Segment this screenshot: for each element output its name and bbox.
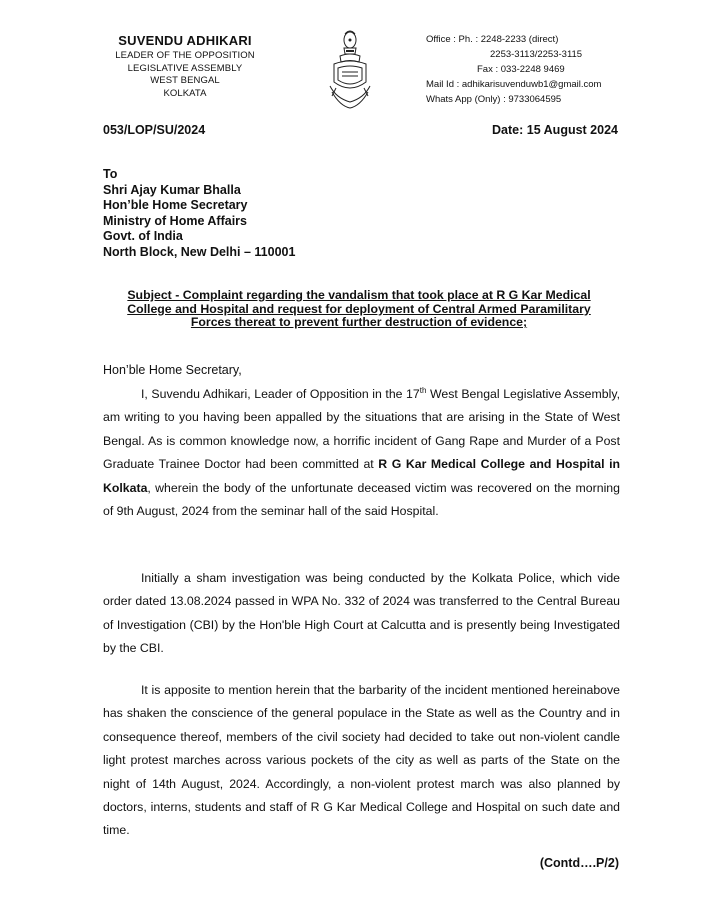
mail-id: Mail Id : adhikarisuvenduwb1@gmail.com <box>426 79 602 90</box>
ordinal-suffix: th <box>419 385 427 395</box>
subject-line: Subject - Complaint regarding the vandalism that took place at R G Kar Medical College and Hospital and request for deployment of Central Armed Paramilitary Forces thereat to prevent further destruction of evidence; <box>127 288 591 330</box>
recipient-address <box>103 167 295 261</box>
address-line: Ministry of Home Affairs <box>103 213 248 228</box>
state-emblem-icon <box>326 26 374 112</box>
paragraph-text: West Bengal Legislative Assembly, am writing to you having been appalled by the situations that are arising in the State of West Bengal. As is common knowledge now, a horrific incident of Gang Rape and Murder of a Post Graduate Trainee Doctor had been committed at <box>103 387 620 472</box>
contact-details <box>426 32 686 107</box>
paragraph-text: I, Suvendu Adhikari, Leader of Opposition in the 17 <box>141 387 420 401</box>
sender-designation-line: KOLKATA <box>163 87 207 99</box>
body-paragraph-3: It is apposite to mention herein that the barbarity of the incident mentioned hereinabove has shaken the conscience of the general populace in the State as well as the Country and in consequence thereof, members of the civil society had decided to take out non-violent candle light protest marches across various pockets of the city as well as parts of the State on the night of 14th August, 2024. Accordingly, a non-violent protest march was also planned by doctors, interns, students and staff of R G Kar Medical College and Hospital on such date and time. <box>103 683 620 838</box>
address-line: Hon’ble Home Secretary <box>103 198 248 213</box>
reference-number: 053/LOP/SU/2024 <box>103 123 206 137</box>
letterhead <box>100 33 270 100</box>
sender-name: SUVENDU ADHIKARI <box>118 33 252 48</box>
address-line: Govt. of India <box>103 229 183 244</box>
sender-designation-line: LEGISLATIVE ASSEMBLY <box>127 62 243 74</box>
paragraph-text: , wherein the body of the unfortunate deceased victim was recovered on the morning of 9th August, 2024 from the seminar hall of the said Hospital. <box>103 480 620 519</box>
body-paragraph-2: Initially a sham investigation was being conducted by the Kolkata Police, which vide order dated 13.08.2024 passed in WPA No. 332 of 2024 was transferred to the Central Bureau of Investigation (CBI) by the Hon'ble High Court at Calcutta and is presently being Investigated by the CBI. <box>103 571 620 656</box>
office-phone-secondary: 2253-3113/2253-3115 <box>490 49 583 60</box>
sender-designation-line: LEADER OF THE OPPOSITION <box>115 50 255 61</box>
body-paragraph-1 <box>103 383 620 523</box>
letter-date: Date: 15 August 2024 <box>492 123 618 137</box>
fax-number: Fax : 033-2248 9469 <box>477 64 565 75</box>
sender-designation-line: WEST BENGAL <box>150 75 220 86</box>
salutation: Hon’ble Home Secretary, <box>103 363 242 377</box>
address-line: North Block, New Delhi – 110001 <box>103 244 296 259</box>
continued-marker: (Contd….P/2) <box>539 856 619 870</box>
address-line: Shri Ajay Kumar Bhalla <box>103 182 241 197</box>
address-line: To <box>103 167 118 181</box>
office-phone: Office : Ph. : 2248-2233 (direct) <box>426 34 559 45</box>
hospital-name-emphasis: R G Kar Medical College and Hospital in Kolkata <box>103 457 621 495</box>
whatsapp-number: Whats App (Only) : 9733064595 <box>426 94 562 105</box>
